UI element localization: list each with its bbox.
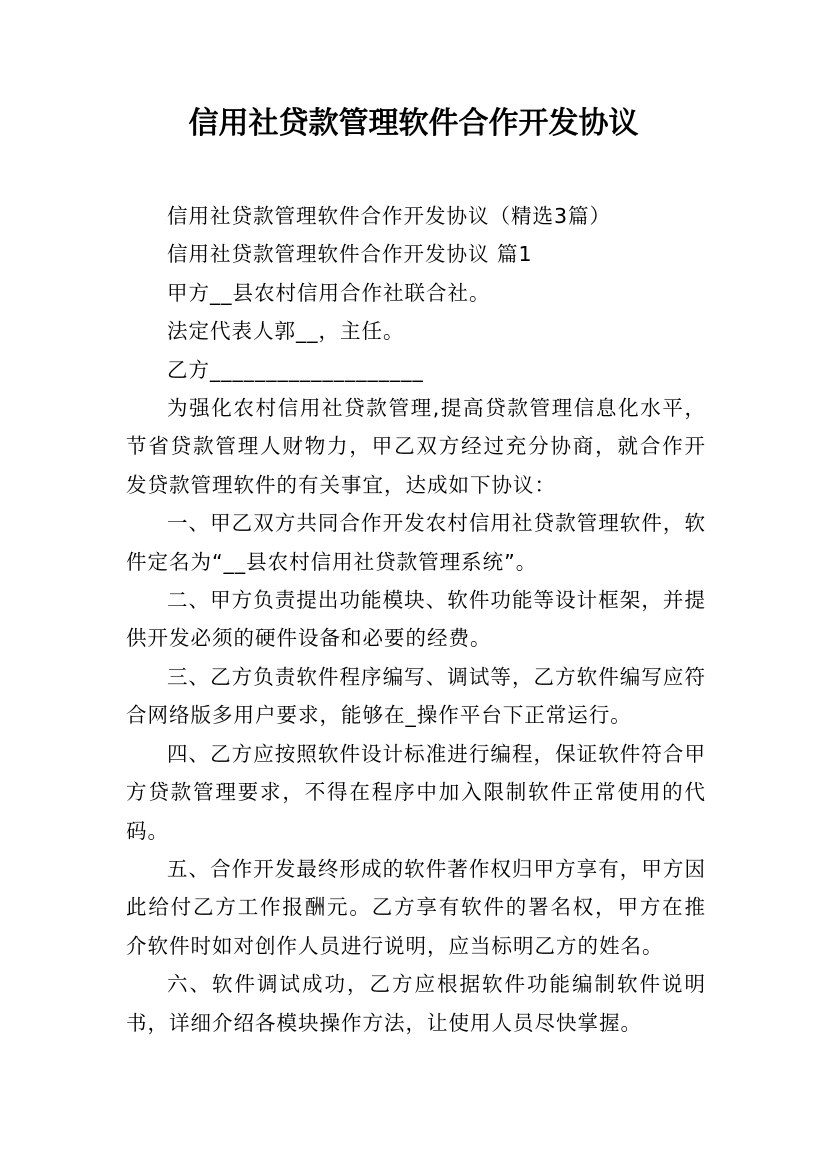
paragraph-preamble: 为强化农村信用社贷款管理,提高贷款管理信息化水平，节省贷款管理人财物力，甲乙双方经过充分协商，就合作开发贷款管理软件的有关事宜，达成如下协议： [126,396,706,497]
paragraph-clause-5: 五、合作开发最终形成的软件著作权归甲方享有，甲方因此给付乙方工作报酬元。乙方享有软件的署名权，甲方在推介软件时如对创作人员进行说明，应当标明乙方的姓名。 [126,856,706,958]
paragraph-subtitle: 信用社贷款管理软件合作开发协议（精选3篇） [167,204,612,228]
paragraph-clause-1: 一、甲乙双方共同合作开发农村信用社贷款管理软件，软件定名为“__县农村信用社贷款管理系统”。 [126,511,706,574]
paragraph-legal-representative: 法定代表人郭__，主任。 [167,319,405,344]
paragraph-party-b: 乙方___________________ [167,357,424,382]
paragraph-clause-2: 二、甲方负责提出功能模块、软件功能等设计框架，并提供开发必须的硬件设备和必要的经费。 [126,588,706,651]
document-title: 信用社贷款管理软件合作开发协议 [188,106,639,141]
paragraph-clause-4: 四、乙方应按照软件设计标准进行编程，保证软件符合甲方贷款管理要求，不得在程序中加入限制软件正常使用的代码。 [126,741,706,843]
paragraph-clause-3: 三、乙方负责软件程序编写、调试等，乙方软件编写应符合网络版多用户要求，能够在_操作平台下正常运行。 [126,664,706,728]
paragraph-clause-6: 六、软件调试成功，乙方应根据软件功能编制软件说明书，详细介绍各模块操作方法，让使用人员尽快掌握。 [126,972,706,1035]
paragraph-party-a: 甲方__县农村信用合作社联合社。 [167,280,491,305]
document-body [126,197,706,1042]
paragraph-section-heading: 信用社贷款管理软件合作开发协议 篇1 [167,242,533,267]
